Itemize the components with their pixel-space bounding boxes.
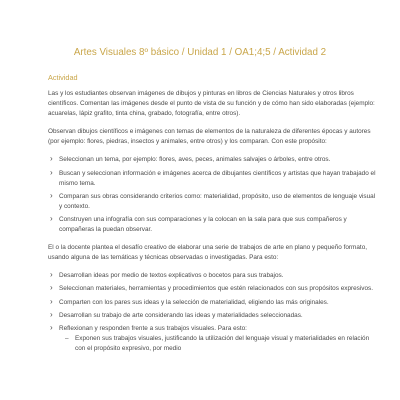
sub-list <box>59 334 378 354</box>
list-item: › Desarrollan su trabajo de arte considerando las ideas y materialidades seleccionadas. <box>48 311 378 321</box>
document-body <box>48 89 378 362</box>
list-item: › Comparten con los pares sus ideas y la selección de materialidad, eligiendo las más originales. <box>48 298 378 308</box>
list-item: › Desarrollan ideas por medio de textos explicativos o bocetos para sus trabajos. <box>48 271 378 281</box>
observation-list <box>48 155 378 235</box>
sub-list-item: – Exponen sus trabajos visuales, justificando la utilización del lenguaje visual y materialidades en relación con el propósito expresivo, por medio <box>59 334 378 354</box>
paragraph-challenge: El o la docente plantea el desafío creativo de elaborar una serie de trabajos de arte en plano y pequeño formato, usando alguna de las temáticas y técnicas observadas o investigadas. Para esto: <box>48 244 368 262</box>
list-item: › Construyen una infografía con sus comparaciones y la colocan en la sala para que sus compañeros y compañeras la puedan observar. <box>48 215 378 235</box>
list-item-text: Reflexionan y responden frente a sus trabajos visuales. Para esto: <box>59 324 247 332</box>
paragraph-observation: Observan dibujos científicos e imágenes con temas de elementos de la naturaleza de diferentes épocas y autores (por ejemplo: flores, piedras, insectos y animales, entre otros) y los comparan. Con este propósito: <box>48 128 371 146</box>
list-item: › Buscan y seleccionan información e imágenes acerca de dibujantes científicos y artistas que hayan trabajado el mismo tema. <box>48 169 378 189</box>
page-title: Artes Visuales 8º básico / Unidad 1 / OA1;4;5 / Actividad 2 <box>73 47 327 58</box>
list-item: › Comparan sus obras considerando criterios como: materialidad, propósito, uso de elementos de lenguaje visual y contexto. <box>48 192 378 212</box>
challenge-list <box>48 271 378 354</box>
list-item: › Seleccionan materiales, herramientas y procedimientos que estén relacionados con sus propósitos expresivos. <box>48 284 378 294</box>
list-item: › Seleccionan un tema, por ejemplo: flores, aves, peces, animales salvajes o árboles, entre otros. <box>48 155 378 165</box>
list-item <box>48 324 378 354</box>
paragraph-intro: Las y los estudiantes observan imágenes de dibujos y pinturas en libros de Ciencias Naturales y otros libros científicos. Comentan las imágenes desde el punto de vista de su función y de cómo han sido elaboradas (ejemplo: acuarelas, lápiz grafito, tinta china, grabado, fotografía, entre otros). <box>48 90 375 118</box>
section-heading: Actividad <box>48 73 78 82</box>
